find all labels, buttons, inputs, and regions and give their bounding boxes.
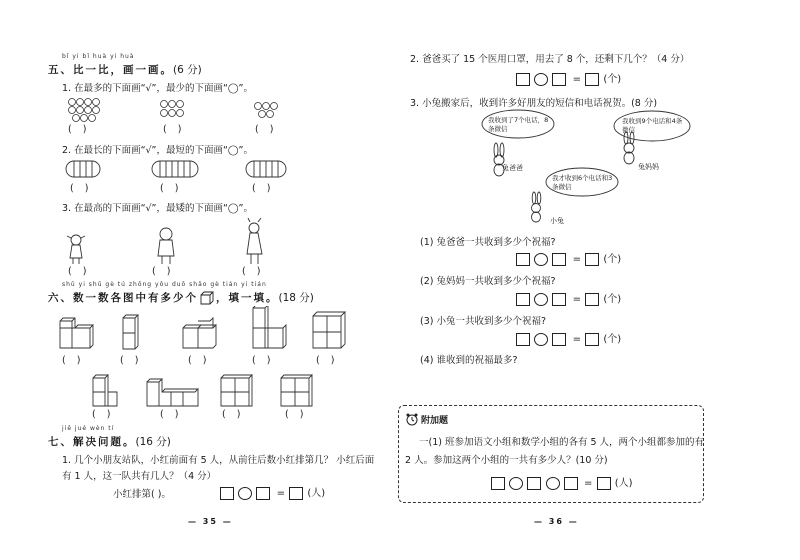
sec7-score: (16 分): [135, 436, 171, 448]
sec7-q1-answer[interactable]: 小红排第( )。: [113, 489, 171, 500]
boy-figure: [158, 228, 174, 264]
answer-paren[interactable]: ( ): [252, 355, 275, 366]
answer-paren[interactable]: ( ): [242, 266, 265, 277]
bunny-kid-figure: [532, 192, 541, 222]
cube-figure-8: [221, 375, 252, 406]
answer-box[interactable]: [552, 293, 566, 306]
sec6-title-text: 六、数一数各图中有多少个: [48, 292, 198, 304]
bubble-dad-text: 我收到了7个电话，8条微信: [488, 116, 549, 133]
answer-paren[interactable]: ( ): [285, 409, 308, 420]
bubble-mom-text: 我收到9个电话和4条微信: [622, 117, 683, 134]
answer-paren[interactable]: ( ): [92, 409, 115, 420]
sec5-q3: 3. 在最高的下面画“√”，最矮的下面画“◯”。: [62, 203, 253, 214]
answer-box[interactable]: [256, 487, 270, 500]
apple-group-2: [161, 101, 184, 117]
cube-figure-9: [281, 375, 312, 406]
spring-groups: [62, 158, 302, 182]
answer-box[interactable]: [516, 253, 530, 266]
operator-circle[interactable]: [534, 333, 548, 346]
answer-paren[interactable]: ( ): [255, 124, 278, 135]
apple-groups: [62, 96, 302, 126]
q3-text: 3. 小兔搬家后，收到许多好朋友的短信和电话祝贺。(8 分): [410, 98, 658, 109]
answer-box[interactable]: [585, 333, 599, 346]
spring-2: [152, 161, 198, 177]
cube-figure-1: [60, 318, 93, 348]
cube-figure-4: [253, 306, 286, 348]
sub4-text: (4) 谁收到的祝福最多?: [420, 355, 518, 366]
sec5-q2: 2. 在最长的下面画“√”，最短的下面画“◯”。: [62, 145, 253, 156]
unit-label: (人): [614, 478, 633, 489]
answer-paren[interactable]: ( ): [70, 183, 93, 194]
page-number-left: — 35 —: [188, 517, 233, 526]
cube-figure-7: [147, 379, 198, 406]
answer-box[interactable]: [516, 73, 530, 86]
sub3-text: (3) 小兔一共收到多少个祝福?: [420, 316, 547, 327]
equation-row: [491, 474, 634, 490]
unit-label: (个): [603, 294, 622, 305]
answer-box[interactable]: [585, 253, 599, 266]
operator-circle[interactable]: [534, 293, 548, 306]
answer-box[interactable]: [585, 73, 599, 86]
cube-figure-5: [313, 312, 345, 348]
answer-paren[interactable]: ( ): [68, 124, 91, 135]
answer-box[interactable]: [527, 477, 541, 490]
sec5-title-text: 五、比一比，画一画。: [48, 64, 173, 76]
answer-box[interactable]: [552, 253, 566, 266]
sec5-title: [48, 62, 202, 77]
bonus-line1: 一(1) 班参加语文小组和数学小组的各有 5 人，两个小组都参加的有: [419, 437, 705, 448]
label-dad: 兔爸爸: [502, 164, 523, 172]
operator-circle[interactable]: [534, 253, 548, 266]
equation-row: [220, 484, 326, 500]
children-figures: [62, 216, 302, 268]
sec6-title: [48, 290, 314, 305]
sec7-title: [48, 434, 171, 449]
equals-sign: =: [572, 73, 581, 85]
apple-group-1: [69, 99, 100, 122]
answer-paren[interactable]: ( ): [152, 266, 175, 277]
answer-box[interactable]: [552, 333, 566, 346]
answer-box[interactable]: [516, 293, 530, 306]
equals-sign: =: [276, 487, 285, 499]
sec7-q1-line1: 1. 几个小朋友站队，小红前面有 5 人，从前往后数小红排第几？ 小红后面: [62, 455, 375, 466]
equals-sign: =: [572, 253, 581, 265]
girl-figure-1: [67, 235, 85, 264]
unit-label: (人): [307, 488, 326, 499]
cube-figure-2: [123, 315, 138, 349]
answer-box[interactable]: [564, 477, 578, 490]
bonus-title: 附加题: [421, 416, 449, 426]
equation-row: [516, 330, 622, 346]
answer-box[interactable]: [516, 333, 530, 346]
page-number-right: — 36 —: [534, 517, 579, 526]
answer-box[interactable]: [585, 293, 599, 306]
equals-sign: =: [583, 477, 593, 489]
answer-box[interactable]: [289, 487, 303, 500]
bonus-question-box: [398, 405, 704, 503]
answer-paren[interactable]: ( ): [160, 409, 183, 420]
equation-row: [516, 250, 622, 266]
cube-figures-row1: [55, 306, 355, 356]
sec7-title-text: 七、解决问题。: [48, 436, 136, 448]
spring-3: [246, 161, 286, 177]
cube-figure-3: [183, 318, 216, 348]
unit-label: (个): [603, 254, 622, 265]
cube-figure-6: [93, 375, 117, 406]
sec7-pinyin: jiě jué wèn tí: [62, 425, 115, 432]
sec5-score: (6 分): [173, 64, 202, 76]
operator-circle[interactable]: [546, 477, 560, 490]
bonus-line2: 2 人。参加这两个小组的一共有多少人？(10 分): [405, 455, 608, 466]
bubble-kid-text: 我才收到6个电话和3条微信: [552, 174, 613, 191]
sec6-pinyin: shǔ yi shǔ gè tú zhōng yǒu duō shǎo gè tián yi tián: [62, 281, 267, 288]
answer-paren[interactable]: ( ): [188, 355, 211, 366]
equals-sign: =: [572, 333, 581, 345]
answer-paren[interactable]: ( ): [160, 183, 183, 194]
girl-figure-2: [247, 218, 262, 264]
sec6-title-text-b: ，填一填。: [216, 292, 279, 304]
answer-paren[interactable]: ( ): [68, 266, 91, 277]
sec7-q1-line2: 有 1 人，这一队共有几人？（4 分）: [62, 471, 217, 482]
cube-figures-row2: [85, 372, 325, 412]
answer-paren[interactable]: ( ): [62, 355, 85, 366]
spring-1: [66, 161, 100, 177]
label-mom: 兔妈妈: [638, 163, 659, 171]
sec6-score: (18 分): [278, 292, 314, 304]
q2-text: 2. 爸爸买了 15 个医用口罩，用去了 8 个，还剩下几个？（4 分）: [410, 54, 690, 65]
sec5-pinyin: bǐ yi bǐ huà yi huà: [62, 53, 135, 60]
answer-paren[interactable]: ( ): [163, 124, 186, 135]
operator-circle[interactable]: [509, 477, 523, 490]
unit-label: (个): [603, 74, 622, 85]
label-kid: 小兔: [550, 217, 564, 225]
answer-box[interactable]: [220, 487, 234, 500]
equation-row: [516, 290, 622, 306]
unit-label: (个): [603, 334, 622, 345]
equation-row: [516, 70, 622, 86]
answer-box[interactable]: [552, 73, 566, 86]
alarm-clock-icon: [405, 412, 419, 426]
answer-paren[interactable]: ( ): [252, 183, 275, 194]
apple-group-3: [255, 103, 278, 118]
answer-paren[interactable]: ( ): [120, 355, 143, 366]
answer-box[interactable]: [597, 477, 611, 490]
sub1-text: (1) 兔爸爸一共收到多少个祝福?: [420, 237, 556, 248]
cube-icon: [200, 291, 214, 305]
operator-circle[interactable]: [238, 487, 252, 500]
sec5-q1: 1. 在最多的下面画“√”，最少的下面画“◯”。: [62, 83, 253, 94]
operator-circle[interactable]: [534, 73, 548, 86]
sub2-text: (2) 兔妈妈一共收到多少个祝福?: [420, 276, 556, 287]
answer-paren[interactable]: ( ): [222, 409, 245, 420]
equals-sign: =: [572, 293, 581, 305]
answer-paren[interactable]: ( ): [316, 355, 339, 366]
answer-box[interactable]: [491, 477, 505, 490]
